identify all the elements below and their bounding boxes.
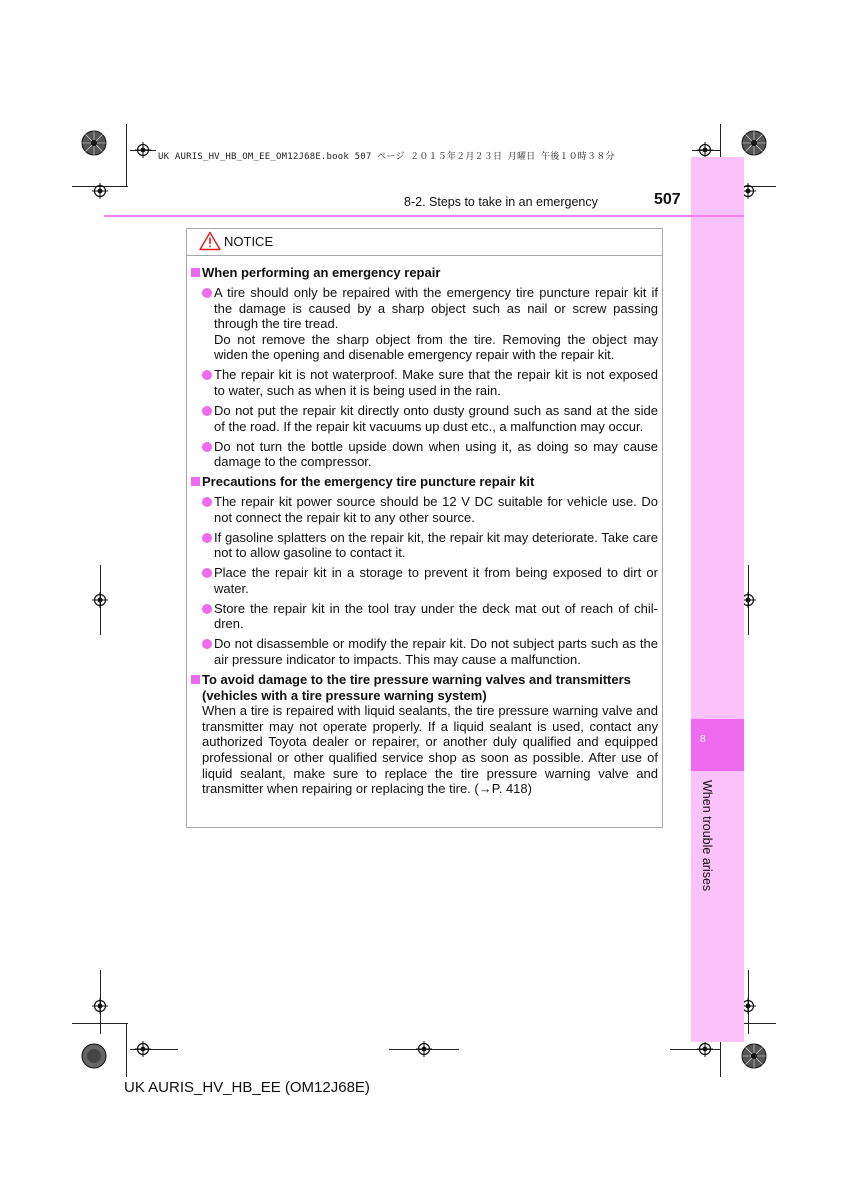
circle-bullet-icon xyxy=(202,604,212,614)
list-item-text: If gasoline splatters on the repair kit, the repair kit may deteriorate. Take care not to allow gasoline to contact it. xyxy=(214,529,658,561)
registration-mark-icon xyxy=(92,592,108,608)
list-item xyxy=(191,403,658,434)
registration-mark-icon xyxy=(135,1041,151,1057)
list-item-text: Store the repair kit in the tool tray under the deck mat out of reach of chil-dren. xyxy=(214,600,658,632)
crop-mark-line xyxy=(126,1023,127,1077)
color-rosette-icon xyxy=(741,1043,767,1069)
chapter-title: When trouble arises xyxy=(700,780,714,892)
section-heading-text: Precautions for the emergency tire puncture repair kit xyxy=(202,474,535,490)
print-file-info: UK AURIS_HV_HB_OM_EE_OM12J68E.book 507 ページ ２０１５年２月２３日 月曜日 午後１０時３８分 xyxy=(158,152,615,162)
section-heading-text: When performing an emergency repair xyxy=(202,265,441,280)
registration-mark-icon xyxy=(697,142,713,158)
list-item-text: Do not turn the bottle upside down when using it, as doing so may cause damage to the compressor. xyxy=(214,438,658,470)
section-heading xyxy=(191,474,658,490)
list-item xyxy=(191,530,658,561)
list-item-text: The repair kit is not waterproof. Make sure that the repair kit is not exposed to water, such as when it is being used in the rain. xyxy=(214,367,658,398)
square-bullet-icon xyxy=(191,268,200,277)
registration-mark-icon xyxy=(92,998,108,1014)
list-item-text: Do not disassemble or modify the repair kit. Do not subject parts such as the air pressure indicator to impacts. This may cause a malfunction. xyxy=(214,636,658,667)
list-item xyxy=(191,439,658,470)
list-item xyxy=(191,494,658,525)
circle-bullet-icon xyxy=(202,370,212,380)
circle-bullet-icon xyxy=(202,288,212,298)
crop-mark-line xyxy=(126,124,127,187)
section-heading xyxy=(191,265,658,281)
list-item-text: Do not put the repair kit directly onto dusty ground such as sand at the side of the road. If the repair kit vacuums up dust etc., a malfunction may occur. xyxy=(214,402,658,434)
chapter-number: 8 xyxy=(700,734,706,745)
chapter-side-band xyxy=(691,157,744,1042)
notice-header xyxy=(187,229,662,256)
footer-model-code: UK AURIS_HV_HB_EE (OM12J68E) xyxy=(124,1079,370,1096)
page-number: 507 xyxy=(654,191,681,208)
section-paragraph: When a tire is repaired with liquid sealants, the tire pressure warning valve and transmitter may not operate properly. If a liquid sealant is used, contact any authorized Toyota dealer or repairer, or another duly qualified and equipped professional or other qualified service shop as soon as possible. After use of liquid sealant, make sure to replace the tire pressure warning valve and transmitter when repairing or replacing the tire. (→P. 418) xyxy=(202,703,658,797)
warning-triangle-icon xyxy=(199,231,221,251)
list-item-text: A tire should only be repaired with the emergency tire puncture repair kit if the damage is caused by a sharp object such as nail or screw passing through the tire tread. xyxy=(214,284,658,332)
registration-mark-icon xyxy=(697,1041,713,1057)
section-heading-text: To avoid damage to the tire pressure warning valves and transmitters (vehicles with a tire pressure warning system) xyxy=(202,671,631,703)
circle-bullet-icon xyxy=(202,533,212,543)
list-item-text: The repair kit power source should be 12 V DC suitable for vehicle use. Do not connect the repair kit to any other source. xyxy=(214,494,658,525)
notice-content xyxy=(191,265,658,797)
color-rosette-icon xyxy=(741,130,767,156)
header-rule xyxy=(104,215,744,217)
list-item xyxy=(191,601,658,632)
list-item xyxy=(191,285,658,363)
registration-mark-icon xyxy=(416,1041,432,1057)
notice-label: NOTICE xyxy=(224,234,274,249)
list-item xyxy=(191,367,658,398)
list-item-text: Place the repair kit in a storage to prevent it from being exposed to dirt or water. xyxy=(214,565,658,596)
registration-mark-icon xyxy=(92,183,108,199)
circle-bullet-icon xyxy=(202,442,212,452)
chapter-number-box xyxy=(691,719,744,771)
circle-bullet-icon xyxy=(202,406,212,416)
color-rosette-icon xyxy=(81,1043,107,1069)
list-item xyxy=(191,565,658,596)
square-bullet-icon xyxy=(191,675,200,684)
circle-bullet-icon xyxy=(202,497,212,507)
list-item-continuation: Do not remove the sharp object from the tire. Removing the object may widen the opening and disenable emergency repair with the repair kit. xyxy=(214,331,658,363)
square-bullet-icon xyxy=(191,477,200,486)
circle-bullet-icon xyxy=(202,568,212,578)
section-heading xyxy=(191,672,658,703)
section-title: 8-2. Steps to take in an emergency xyxy=(404,195,598,209)
registration-mark-icon xyxy=(135,142,151,158)
color-rosette-icon xyxy=(81,130,107,156)
circle-bullet-icon xyxy=(202,639,212,649)
list-item xyxy=(191,636,658,667)
